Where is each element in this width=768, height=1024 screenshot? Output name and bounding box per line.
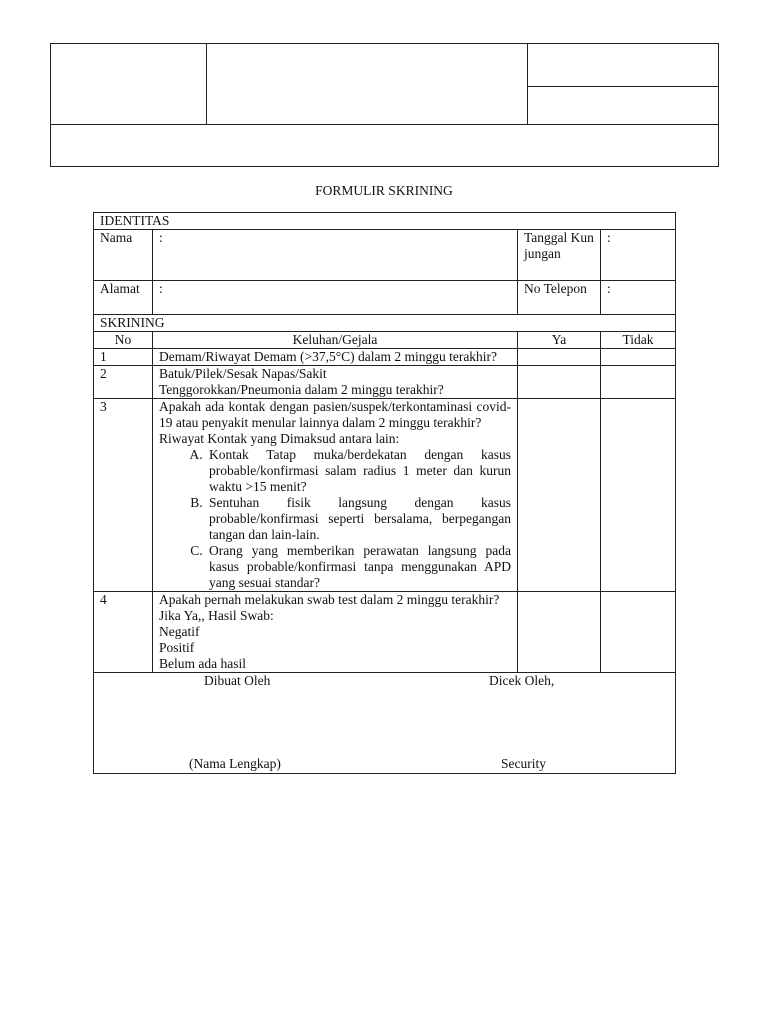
tanggal-kunjungan-field[interactable]: : <box>601 230 676 281</box>
security-label: Security <box>501 756 546 771</box>
col-header-no: No <box>94 332 153 349</box>
info-row-cell <box>51 125 719 167</box>
answer-tidak-cell[interactable] <box>601 592 676 673</box>
alamat-field[interactable]: : <box>153 281 518 315</box>
list-item: A. Kontak Tatap muka/berdekatan dengan kasus probable/konfirmasi salam radius 1 meter dan kurun waktu >15 menit? <box>206 447 511 495</box>
col-header-tidak: Tidak <box>601 332 676 349</box>
revision-cell <box>528 87 719 125</box>
alamat-label: Alamat <box>94 281 153 315</box>
no-telepon-label: No Telepon <box>518 281 601 315</box>
question-number: 4 <box>94 592 153 673</box>
table-row <box>94 349 676 366</box>
question-text: Demam/Riwayat Demam (>37,5°C) dalam 2 minggu terakhir? <box>153 349 518 366</box>
nama-label: Nama <box>94 230 153 281</box>
question-text: Apakah ada kontak dengan pasien/suspek/terkontaminasi covid-19 atau penyakit menular lainnya dalam 2 minggu terakhir? Riwayat Kontak yang Dimaksud antara lain: A. Kontak Tatap muka/berdekatan dengan kasus probable/konfirmasi salam radius 1 meter dan kurun waktu >15 menit? B. Sentuhan fisik langsung dengan kasus probable/konfirmasi seperti bersalama, berpegangan tangan dan lain-lain. C. Orang yang memberikan perawatan langsung pada kasus probable/konfirmasi tanpa menggunakan APD yang sesuai standar? <box>153 399 518 592</box>
answer-tidak-cell[interactable] <box>601 399 676 592</box>
no-telepon-field[interactable]: : <box>601 281 676 315</box>
col-header-ya: Ya <box>518 332 601 349</box>
answer-tidak-cell[interactable] <box>601 366 676 399</box>
section-identitas: IDENTITAS <box>94 213 676 230</box>
institution-cell <box>207 44 528 125</box>
answer-tidak-cell[interactable] <box>601 349 676 366</box>
list-item: B. Sentuhan fisik langsung dengan kasus probable/konfirmasi seperti bersalama, berpegangan tangan dan lain-lain. <box>206 495 511 543</box>
screening-form-table <box>93 212 676 774</box>
doc-number-cell <box>528 44 719 87</box>
header-box <box>50 43 719 167</box>
question-number: 1 <box>94 349 153 366</box>
signature-section <box>94 673 676 774</box>
made-by-label: Dibuat Oleh <box>204 673 271 688</box>
swab-option-positif: Positif <box>159 640 195 655</box>
answer-ya-cell[interactable] <box>518 399 601 592</box>
answer-ya-cell[interactable] <box>518 349 601 366</box>
table-row <box>94 592 676 673</box>
section-skrining: SKRINING <box>94 315 676 332</box>
question-number: 2 <box>94 366 153 399</box>
list-item: C. Orang yang memberikan perawatan langsung pada kasus probable/konfirmasi tanpa menggunakan APD yang sesuai standar? <box>206 543 511 591</box>
full-name-label: (Nama Lengkap) <box>189 756 281 771</box>
logo-cell <box>51 44 207 125</box>
checked-by-label: Dicek Oleh, <box>489 673 555 688</box>
col-header-keluhan: Keluhan/Gejala <box>153 332 518 349</box>
question-text: Batuk/Pilek/Sesak Napas/Sakit Tenggorokkan/Pneumonia dalam 2 minggu terakhir? <box>153 366 518 399</box>
nama-field[interactable]: : <box>153 230 518 281</box>
form-title: FORMULIR SKRINING <box>315 183 453 198</box>
tanggal-kunjungan-label: Tanggal Kunjungan <box>518 230 601 281</box>
swab-option-belum: Belum ada hasil <box>159 656 246 671</box>
table-row <box>94 366 676 399</box>
question-text: Apakah pernah melakukan swab test dalam 2 minggu terakhir? Jika Ya,, Hasil Swab: Negatif Positif Belum ada hasil <box>153 592 518 673</box>
contact-criteria-list <box>159 447 511 591</box>
answer-ya-cell[interactable] <box>518 366 601 399</box>
question-number: 3 <box>94 399 153 592</box>
table-row <box>94 399 676 592</box>
swab-option-negatif: Negatif <box>159 624 200 639</box>
answer-ya-cell[interactable] <box>518 592 601 673</box>
